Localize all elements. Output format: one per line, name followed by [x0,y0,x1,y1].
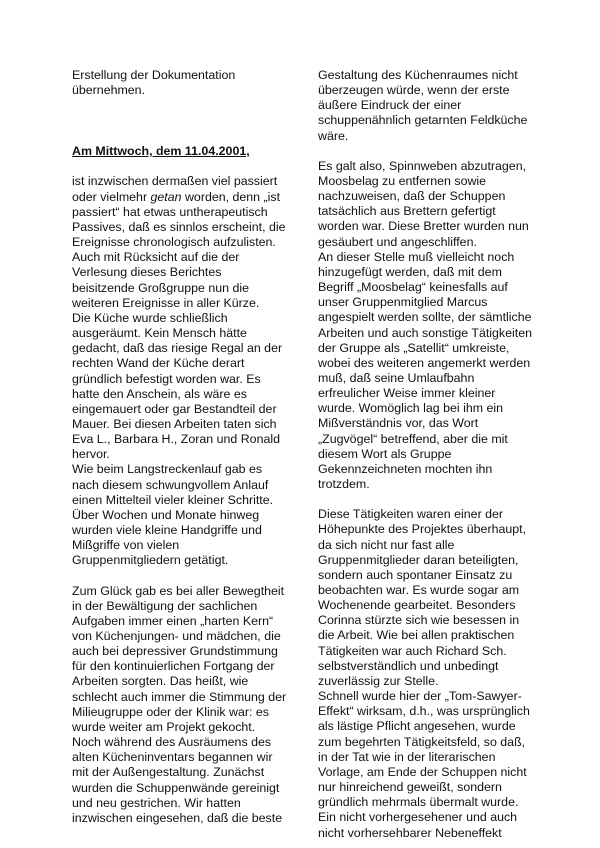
left-paragraph-1: Erstellung der Dokumentation übernehmen. [72,68,236,98]
right-paragraph-1: Gestaltung des Küchenraumes nicht überzeugen würde, wenn der erste äußere Eindruck der einer schuppenähnlich getarnten Feldküche wäre. [318,68,528,143]
left-column [72,68,308,826]
right-paragraph-3: Diese Tätigkeiten waren einer der Höhepunkte des Projektes überhaupt, da sich nicht nur fast alle Gruppenmitglieder daran beteiligten, sondern auch spontaner Einsatz zu beobachten war. Es wurde sogar am Wochenende gearbeitet. Besonders Corinna stürzte sich wie besessen in die Arbeit. Wie bei allen praktischen Tätigkeiten war auch Richard Sch. selbstverständlich und unbedingt zuverlässig zur Stelle. Schnell wurde hier der „Tom-Sawyer- Effekt“ wirksam, d.h., was ursprünglich als lästige Pflicht angesehen, wurde zum begehrten Tätigkeitsfeld, so daß, in der Tat wie in der literarischen Vorlage, am Ende der Schuppen nicht nur hinreichend geweißt, sondern gründlich mehrmals übermalt wurde. Ein nicht vorhergesehener und auch nicht vorhersehbarer Nebeneffekt [318,507,530,840]
right-paragraph-2: Es galt also, Spinnweben abzutragen, Moosbelag zu entfernen sowie nachzuweisen, daß der Schuppen tatsächlich aus Brettern gefertigt worden war. Diese Bretter wurden nun gesäubert und angeschliffen. An dieser Stelle muß vielleicht noch hinzugefügt werden, daß mit dem Begriff „Moosbelag“ keinesfalls auf unser Gruppenmitglied Marcus angespielt werden sollte, der sämtliche Arbeiten und auch sonstige Tätigkeiten der Gruppe als „Satellit“ umkreiste, wobei des weiteren angemerkt werden muß, daß seine Umlaufbahn erfreulicher Weise immer kleiner wurde. Womöglich lag bei ihm ein Mißverständnis vor, das Wort „Zugvögel“ betreffend, aber die mit diesem Wort als Gruppe Gekennzeichneten mochten ihn trotzdem. [318,158,532,492]
left-paragraph-2-start: ist inzwischen dermaßen viel passiert oder vielmehr [72,174,278,204]
left-paragraph-3: Zum Glück gab es bei aller Bewegtheit in der Bewältigung der sachlichen Aufgaben immer einen „harten Kern“ von Küchenjungen- und mädchen, die auch bei depressiver Grundstimmung für den kontinuierlichen Fortgang der Arbeiten sorgten. Das heißt, wie schlecht auch immer die Stimmung der Milieugruppe oder der Klinik war: es wurde weiter am Projekt gekocht. Noch während des Ausräumens des alten Kücheninventars begannen wir mit der Außengestaltung. Zunächst wurden die Schuppenwände gereinigt und neu gestrichen. Wir hatten inzwischen eingesehen, daß die beste [72,583,287,825]
left-paragraph-2 [72,174,308,568]
left-paragraph-2-rest: worden, denn „ist passiert“ hat etwas untherapeutisch Passives, daß es sinnlos erscheint, die Ereignisse chronologisch aufzulisten. Auch mit Rücksicht auf die der Verlesung dieses Berichtes beisitzende Großgruppe nun die weiteren Ereignisse in aller Kürze. Die Küche wurde schließlich ausgeräumt. Kein Mensch hätte gedacht, daß das riesige Regal an der rechten Wand der Küche derart gründlich befestigt worden war. Es hatte den Anschein, als wäre es eingemauert oder gar Bestandteil der Mauer. Bei diesen Arbeiten taten sich Eva L., Barbara H., Zoran und Ronald hervor. Wie beim Langstreckenlauf gab es nach diesem schwungvollem Anlauf einen Mittelteil vieler kleiner Schritte. Über Wochen und Monate hinweg wurden viele kleine Handgriffe und Mißgriffe von vielen Gruppenmitgliedern getätigt. [72,189,286,568]
right-column [318,68,554,841]
section-heading: Am Mittwoch, dem 11.04.2001, [72,144,250,159]
left-paragraph-2-emphasis: getan [150,189,182,204]
